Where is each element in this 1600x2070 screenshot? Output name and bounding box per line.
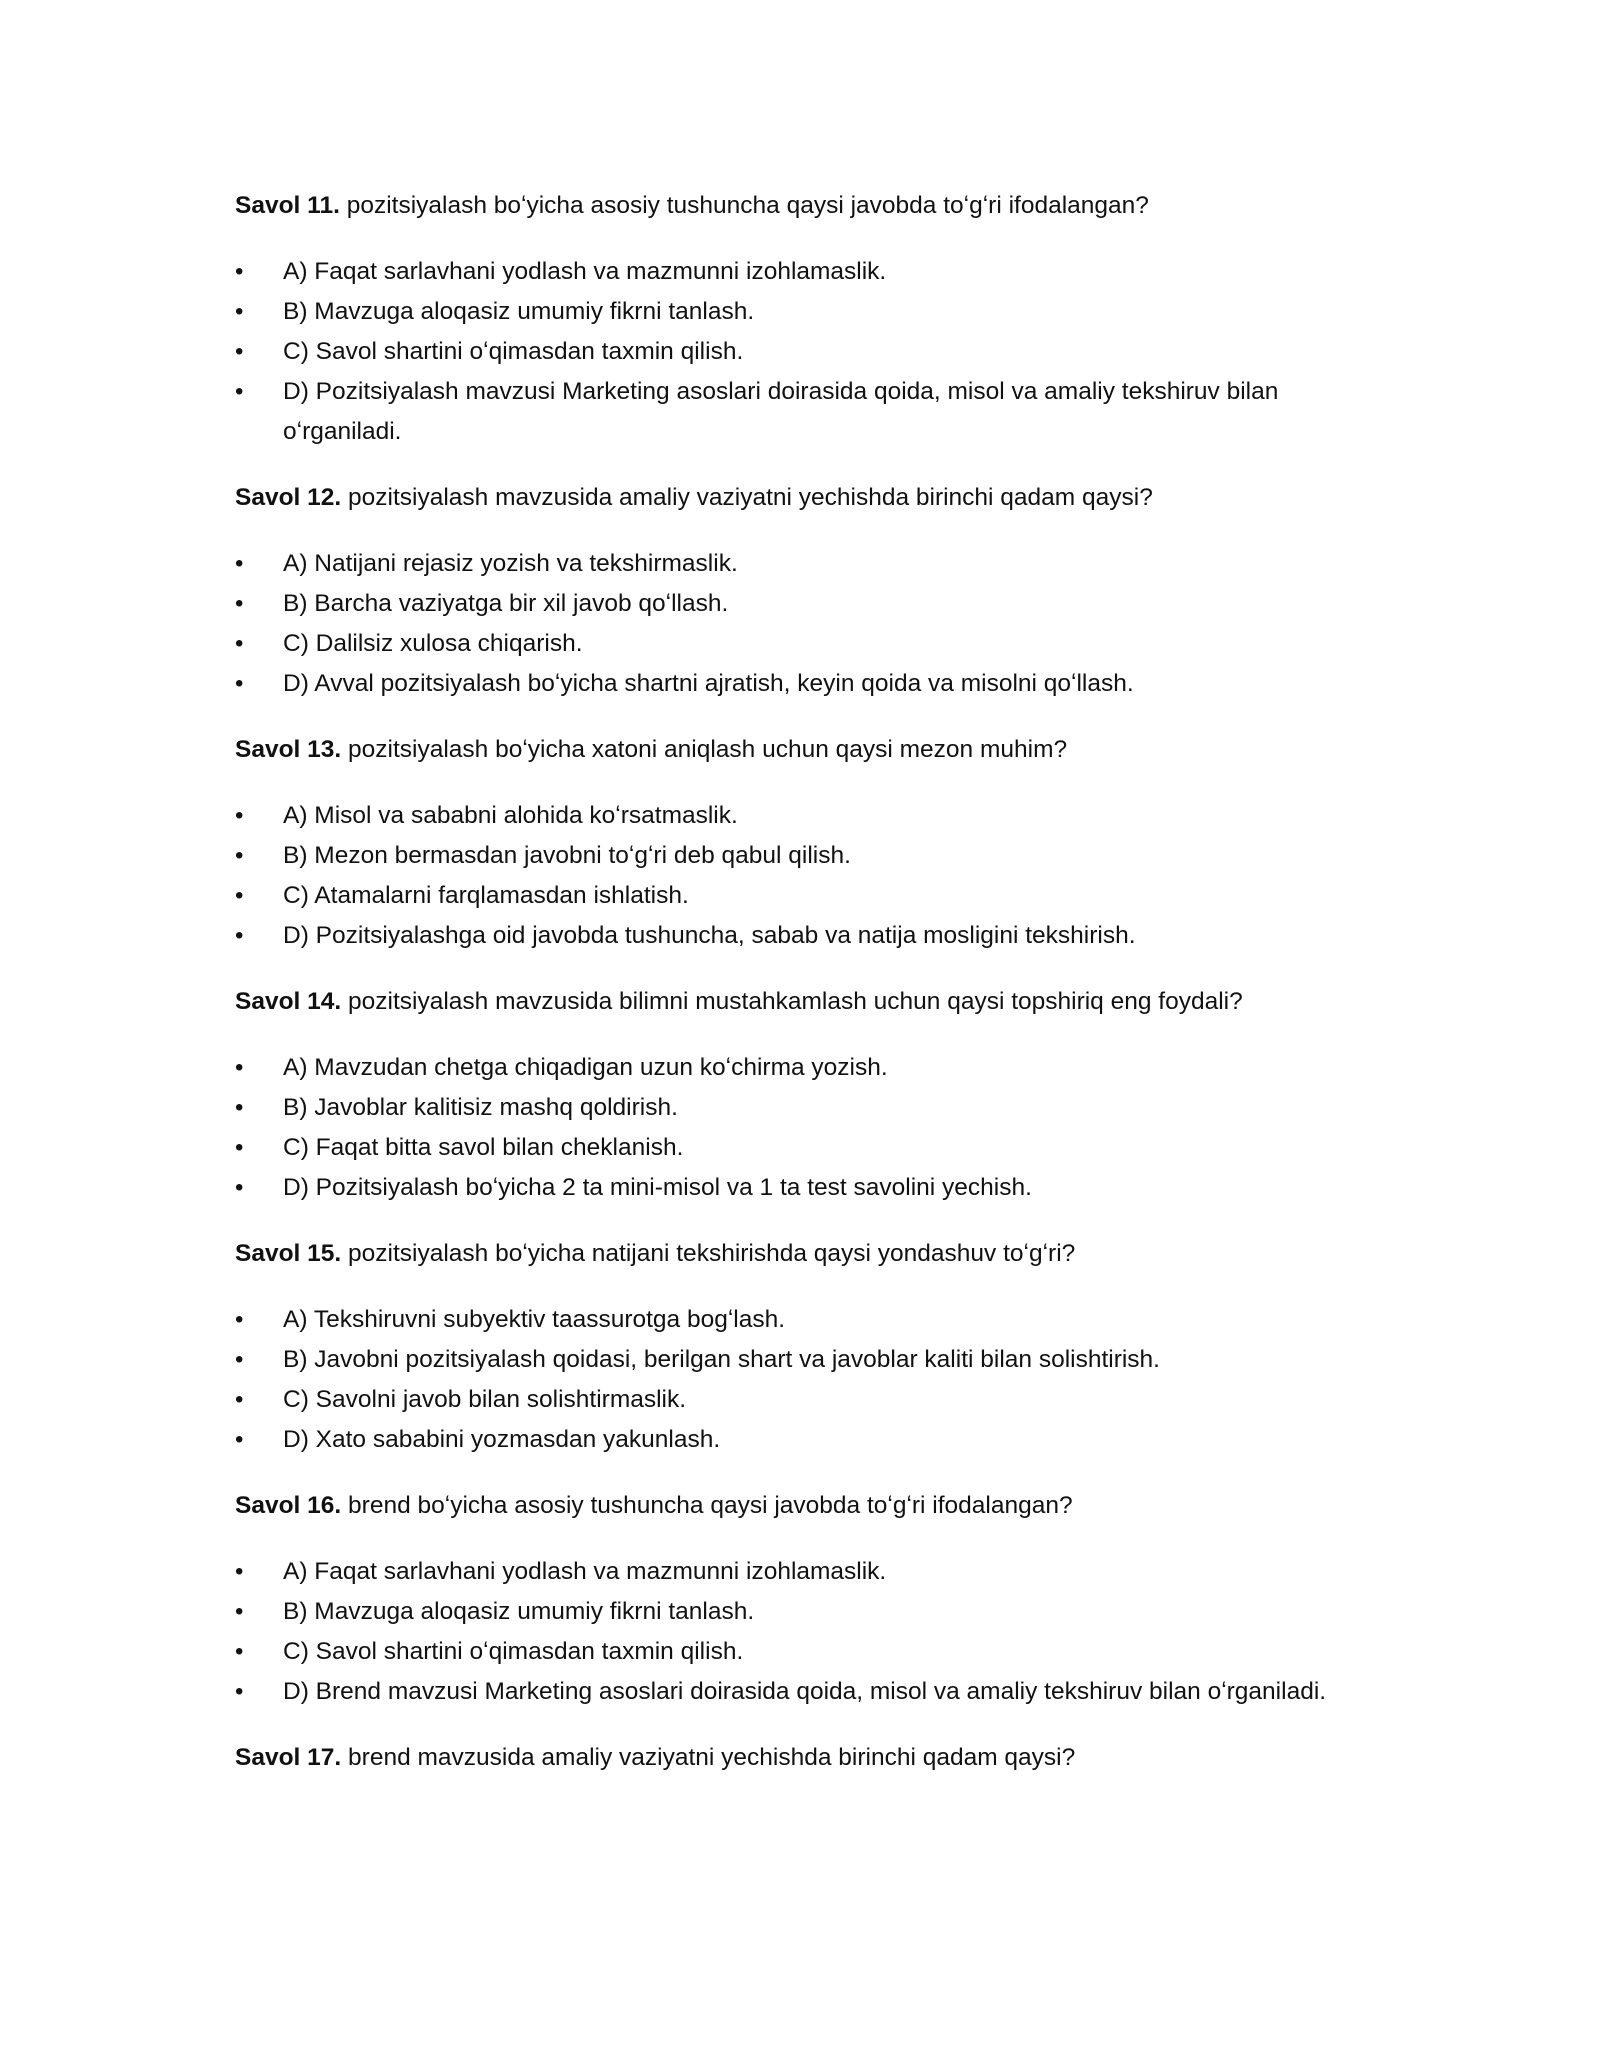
answer-options — [235, 796, 1365, 956]
bullet-icon: • — [235, 842, 244, 869]
option-text: B) Javoblar kalitisiz mashq qoldirish. — [283, 1094, 678, 1121]
option-text: B) Javobni pozitsiyalash qoidasi, berilgan shart va javoblar kaliti bilan solishtirish. — [283, 1346, 1160, 1373]
option-text: B) Barcha vaziyatga bir xil javob qoʻllash. — [283, 590, 729, 617]
option-text: C) Faqat bitta savol bilan cheklanish. — [283, 1134, 684, 1161]
bullet-icon: • — [235, 882, 244, 909]
option-text: D) Brend mavzusi Marketing asoslari doirasida qoida, misol va amaliy tekshiruv bilan oʻrganiladi. — [283, 1678, 1327, 1705]
list-item — [235, 664, 1365, 704]
question-16 — [235, 1486, 1365, 1526]
list-item — [235, 1048, 1365, 1088]
question-15 — [235, 1234, 1365, 1274]
bullet-icon: • — [235, 1054, 244, 1081]
answer-options — [235, 1300, 1365, 1460]
list-item — [235, 624, 1365, 664]
question-number: Savol 14. — [235, 988, 342, 1015]
bullet-icon: • — [235, 630, 244, 657]
question-number: Savol 13. — [235, 736, 342, 763]
question-number: Savol 15. — [235, 1240, 342, 1267]
bullet-icon: • — [235, 1386, 244, 1413]
bullet-icon: • — [235, 1426, 244, 1453]
option-text: D) Xato sababini yozmasdan yakunlash. — [283, 1426, 721, 1453]
option-text: C) Dalilsiz xulosa chiqarish. — [283, 630, 583, 657]
bullet-icon: • — [235, 1346, 244, 1373]
question-12 — [235, 478, 1365, 518]
list-item — [235, 1552, 1365, 1592]
list-item — [235, 1168, 1365, 1208]
option-text: A) Tekshiruvni subyektiv taassurotga bogʻlash. — [283, 1306, 786, 1333]
option-text: D) Pozitsiyalash boʻyicha 2 ta mini-misol va 1 ta test savolini yechish. — [283, 1174, 1032, 1201]
question-14 — [235, 982, 1365, 1022]
question-text: pozitsiyalash mavzusida bilimni mustahkamlash uchun qaysi topshiriq eng foydali? — [341, 988, 1243, 1015]
bullet-icon: • — [235, 1678, 244, 1705]
list-item — [235, 1672, 1365, 1712]
bullet-icon: • — [235, 1174, 244, 1201]
question-number: Savol 16. — [235, 1492, 342, 1519]
answer-options — [235, 252, 1365, 452]
question-text: brend mavzusida amaliy vaziyatni yechishda birinchi qadam qaysi? — [341, 1744, 1076, 1771]
list-item — [235, 1592, 1365, 1632]
option-text: A) Faqat sarlavhani yodlash va mazmunni izohlamaslik. — [283, 1558, 887, 1585]
bullet-icon: • — [235, 1134, 244, 1161]
question-text: pozitsiyalash mavzusida amaliy vaziyatni yechishda birinchi qadam qaysi? — [341, 484, 1153, 511]
list-item — [235, 1340, 1365, 1380]
bullet-icon: • — [235, 298, 244, 325]
list-item — [235, 1088, 1365, 1128]
bullet-icon: • — [235, 802, 244, 829]
question-number: Savol 12. — [235, 484, 342, 511]
option-text: D) Avval pozitsiyalash boʻyicha shartni ajratish, keyin qoida va misolni qoʻllash. — [283, 670, 1134, 697]
question-text: pozitsiyalash boʻyicha natijani tekshirishda qaysi yondashuv toʻgʻri? — [341, 1240, 1076, 1267]
list-item — [235, 796, 1365, 836]
option-text: C) Savolni javob bilan solishtirmaslik. — [283, 1386, 687, 1413]
option-text: D) Pozitsiyalashga oid javobda tushuncha, sabab va natija mosligini tekshirish. — [283, 922, 1136, 949]
list-item — [235, 836, 1365, 876]
option-text: C) Atamalarni farqlamasdan ishlatish. — [283, 882, 689, 909]
bullet-icon: • — [235, 1094, 244, 1121]
list-item — [235, 584, 1365, 624]
question-text: pozitsiyalash boʻyicha asosiy tushuncha qaysi javobda toʻgʻri ifodalangan? — [339, 192, 1149, 219]
answer-options — [235, 1048, 1365, 1208]
list-item — [235, 1128, 1365, 1168]
bullet-icon: • — [235, 378, 244, 405]
list-item — [235, 876, 1365, 916]
list-item — [235, 1300, 1365, 1340]
list-item — [235, 332, 1365, 372]
question-11 — [235, 186, 1365, 226]
option-text: A) Mavzudan chetga chiqadigan uzun koʻchirma yozish. — [283, 1054, 888, 1081]
list-item — [235, 1632, 1365, 1672]
option-text: B) Mavzuga aloqasiz umumiy fikrni tanlash. — [283, 298, 755, 325]
option-text: B) Mavzuga aloqasiz umumiy fikrni tanlash. — [283, 1598, 755, 1625]
bullet-icon: • — [235, 590, 244, 617]
bullet-icon: • — [235, 1306, 244, 1333]
list-item — [235, 916, 1365, 956]
option-text: A) Faqat sarlavhani yodlash va mazmunni izohlamaslik. — [283, 258, 887, 285]
answer-options — [235, 1552, 1365, 1712]
option-text: C) Savol shartini oʻqimasdan taxmin qilish. — [283, 338, 744, 365]
bullet-icon: • — [235, 338, 244, 365]
bullet-icon: • — [235, 670, 244, 697]
document-page — [235, 186, 1365, 1778]
option-text: D) Pozitsiyalash mavzusi Marketing asoslari doirasida qoida, misol va amaliy tekshiruv bilan oʻrganiladi. — [283, 378, 1279, 445]
question-text: pozitsiyalash boʻyicha xatoni aniqlash uchun qaysi mezon muhim? — [341, 736, 1068, 763]
bullet-icon: • — [235, 258, 244, 285]
option-text: A) Natijani rejasiz yozish va tekshirmaslik. — [283, 550, 738, 577]
bullet-icon: • — [235, 550, 244, 577]
list-item — [235, 252, 1365, 292]
question-text: brend boʻyicha asosiy tushuncha qaysi javobda toʻgʻri ifodalangan? — [341, 1492, 1073, 1519]
option-text: C) Savol shartini oʻqimasdan taxmin qilish. — [283, 1638, 744, 1665]
question-13 — [235, 730, 1365, 770]
question-17 — [235, 1738, 1365, 1778]
list-item — [235, 1380, 1365, 1420]
list-item — [235, 372, 1365, 452]
option-text: B) Mezon bermasdan javobni toʻgʻri deb qabul qilish. — [283, 842, 851, 869]
bullet-icon: • — [235, 922, 244, 949]
list-item — [235, 1420, 1365, 1460]
option-text: A) Misol va sababni alohida koʻrsatmaslik. — [283, 802, 738, 829]
list-item — [235, 292, 1365, 332]
answer-options — [235, 544, 1365, 704]
question-number: Savol 11. — [235, 192, 340, 219]
bullet-icon: • — [235, 1558, 244, 1585]
list-item — [235, 544, 1365, 584]
bullet-icon: • — [235, 1638, 244, 1665]
bullet-icon: • — [235, 1598, 244, 1625]
question-number: Savol 17. — [235, 1744, 342, 1771]
